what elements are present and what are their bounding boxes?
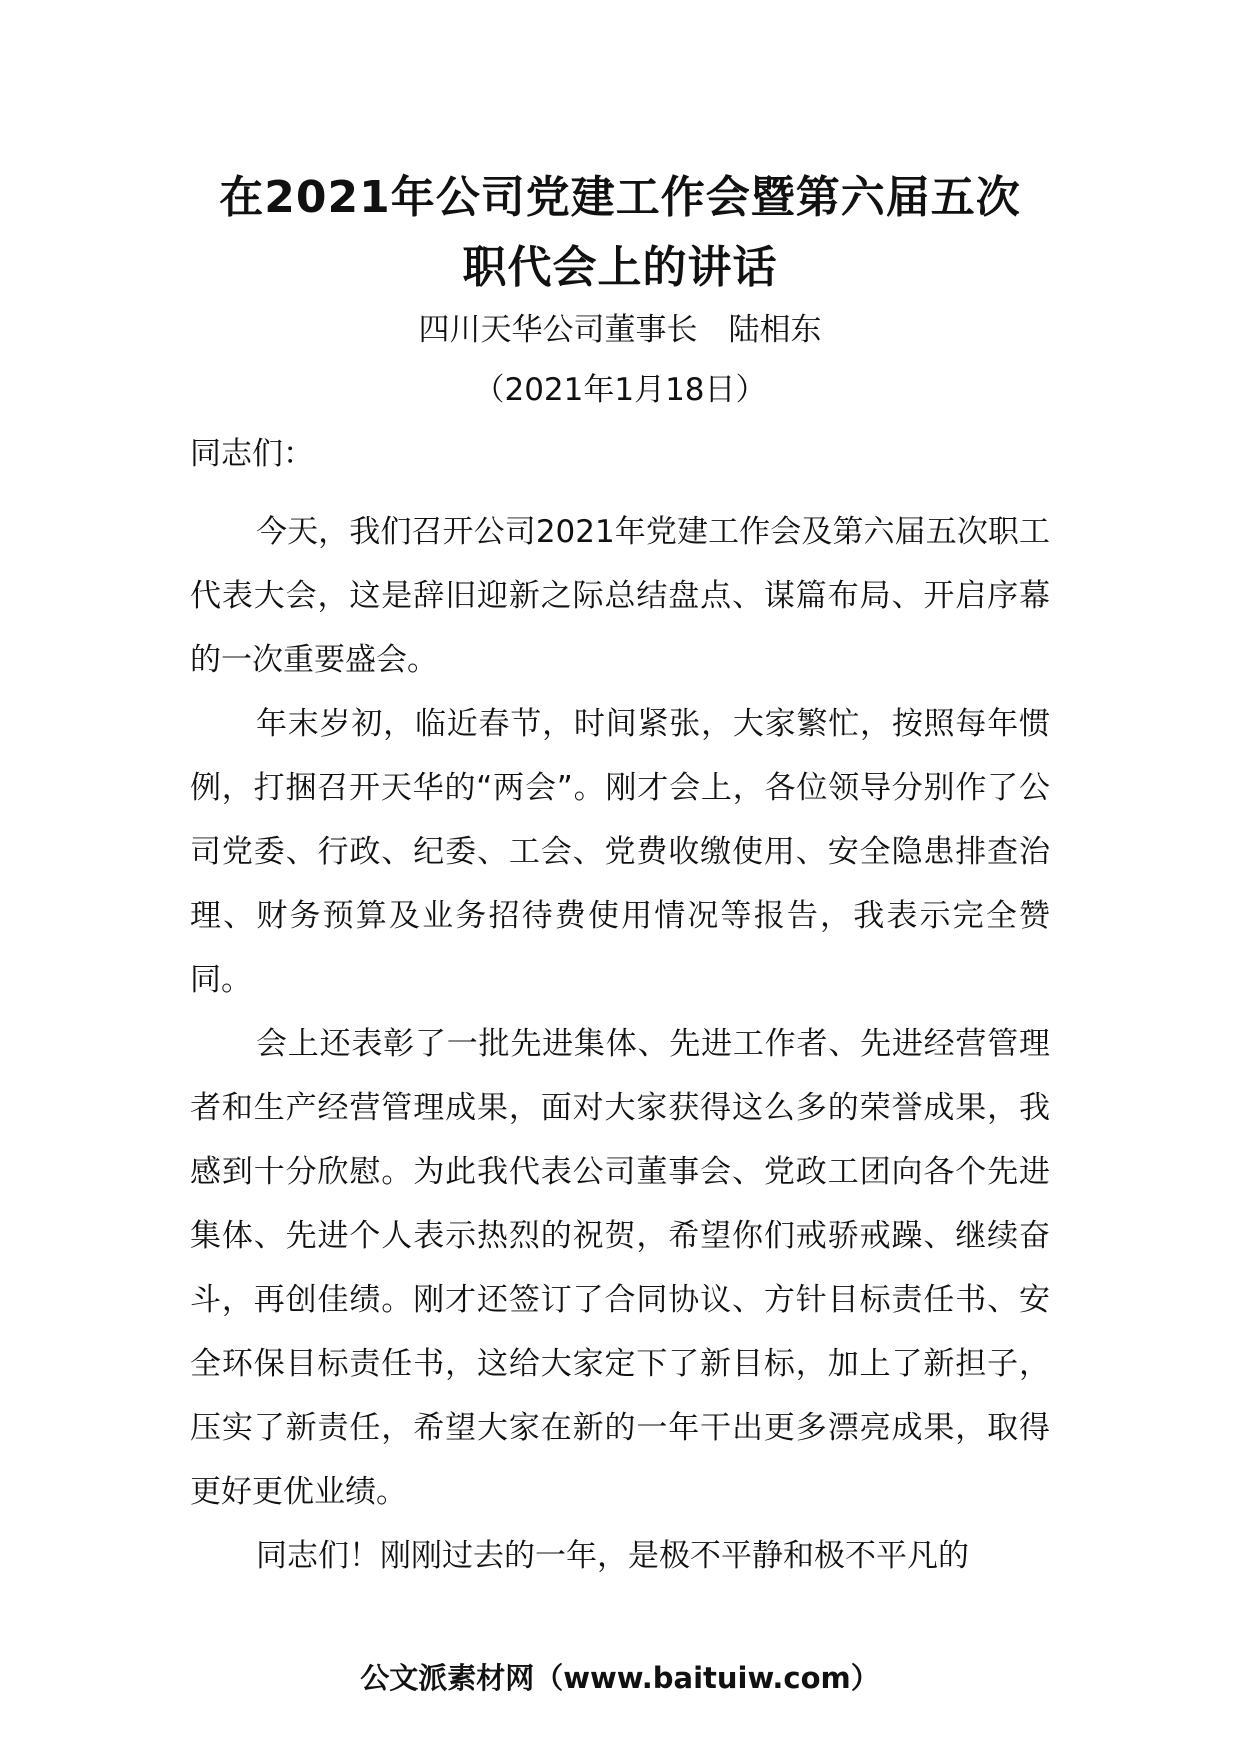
salutation: 同志们：	[190, 436, 314, 472]
paragraph-3: 会上还表彰了一批先进集体、先进工作者、先进经营管理者和生产经营管理成果，面对大家获得这么多的荣誉成果，我感到十分欣慰。为此我代表公司董事会、党政工团向各个先进集体、先进个人表示热烈的祝贺，希望你们戒骄戒躁、继续奋斗，再创佳绩。刚才还签订了合同协议、方针目标责任书、安全环保目标责任书，这给大家定下了新目标，加上了新担子，压实了新责任，希望大家在新的一年干出更多漂亮成果，取得更好更优业绩。	[190, 1026, 1050, 1510]
speech-body	[190, 500, 1050, 1588]
footer-source-link: 公文派素材网（www.baituiw.com）	[360, 1661, 880, 1695]
paragraph-2: 年末岁初，临近春节，时间紧张，大家繁忙，按照每年惯例，打捆召开天华的“两会”。刚才会上，各位领导分别作了公司党委、行政、纪委、工会、党费收缴使用、安全隐患排查治理、财务预算及业务招待费使用情况等报告，我表示完全赞同。	[190, 706, 1050, 998]
date-line: （2021年1月18日）	[473, 372, 767, 408]
paragraph-1: 今天，我们召开公司2021年党建工作会及第六届五次职工代表大会，这是辞旧迎新之际总结盘点、谋篇布局、开启序幕的一次重要盛会。	[190, 514, 1050, 678]
page-title-line-1: 在2021年公司党建工作会暨第六届五次	[219, 172, 1021, 223]
page-title-line-2: 职代会上的讲话	[462, 242, 778, 293]
paragraph-4: 同志们！刚刚过去的一年，是极不平静和极不平凡的	[256, 1538, 969, 1574]
author-line: 四川天华公司董事长 陆相东	[418, 312, 822, 348]
